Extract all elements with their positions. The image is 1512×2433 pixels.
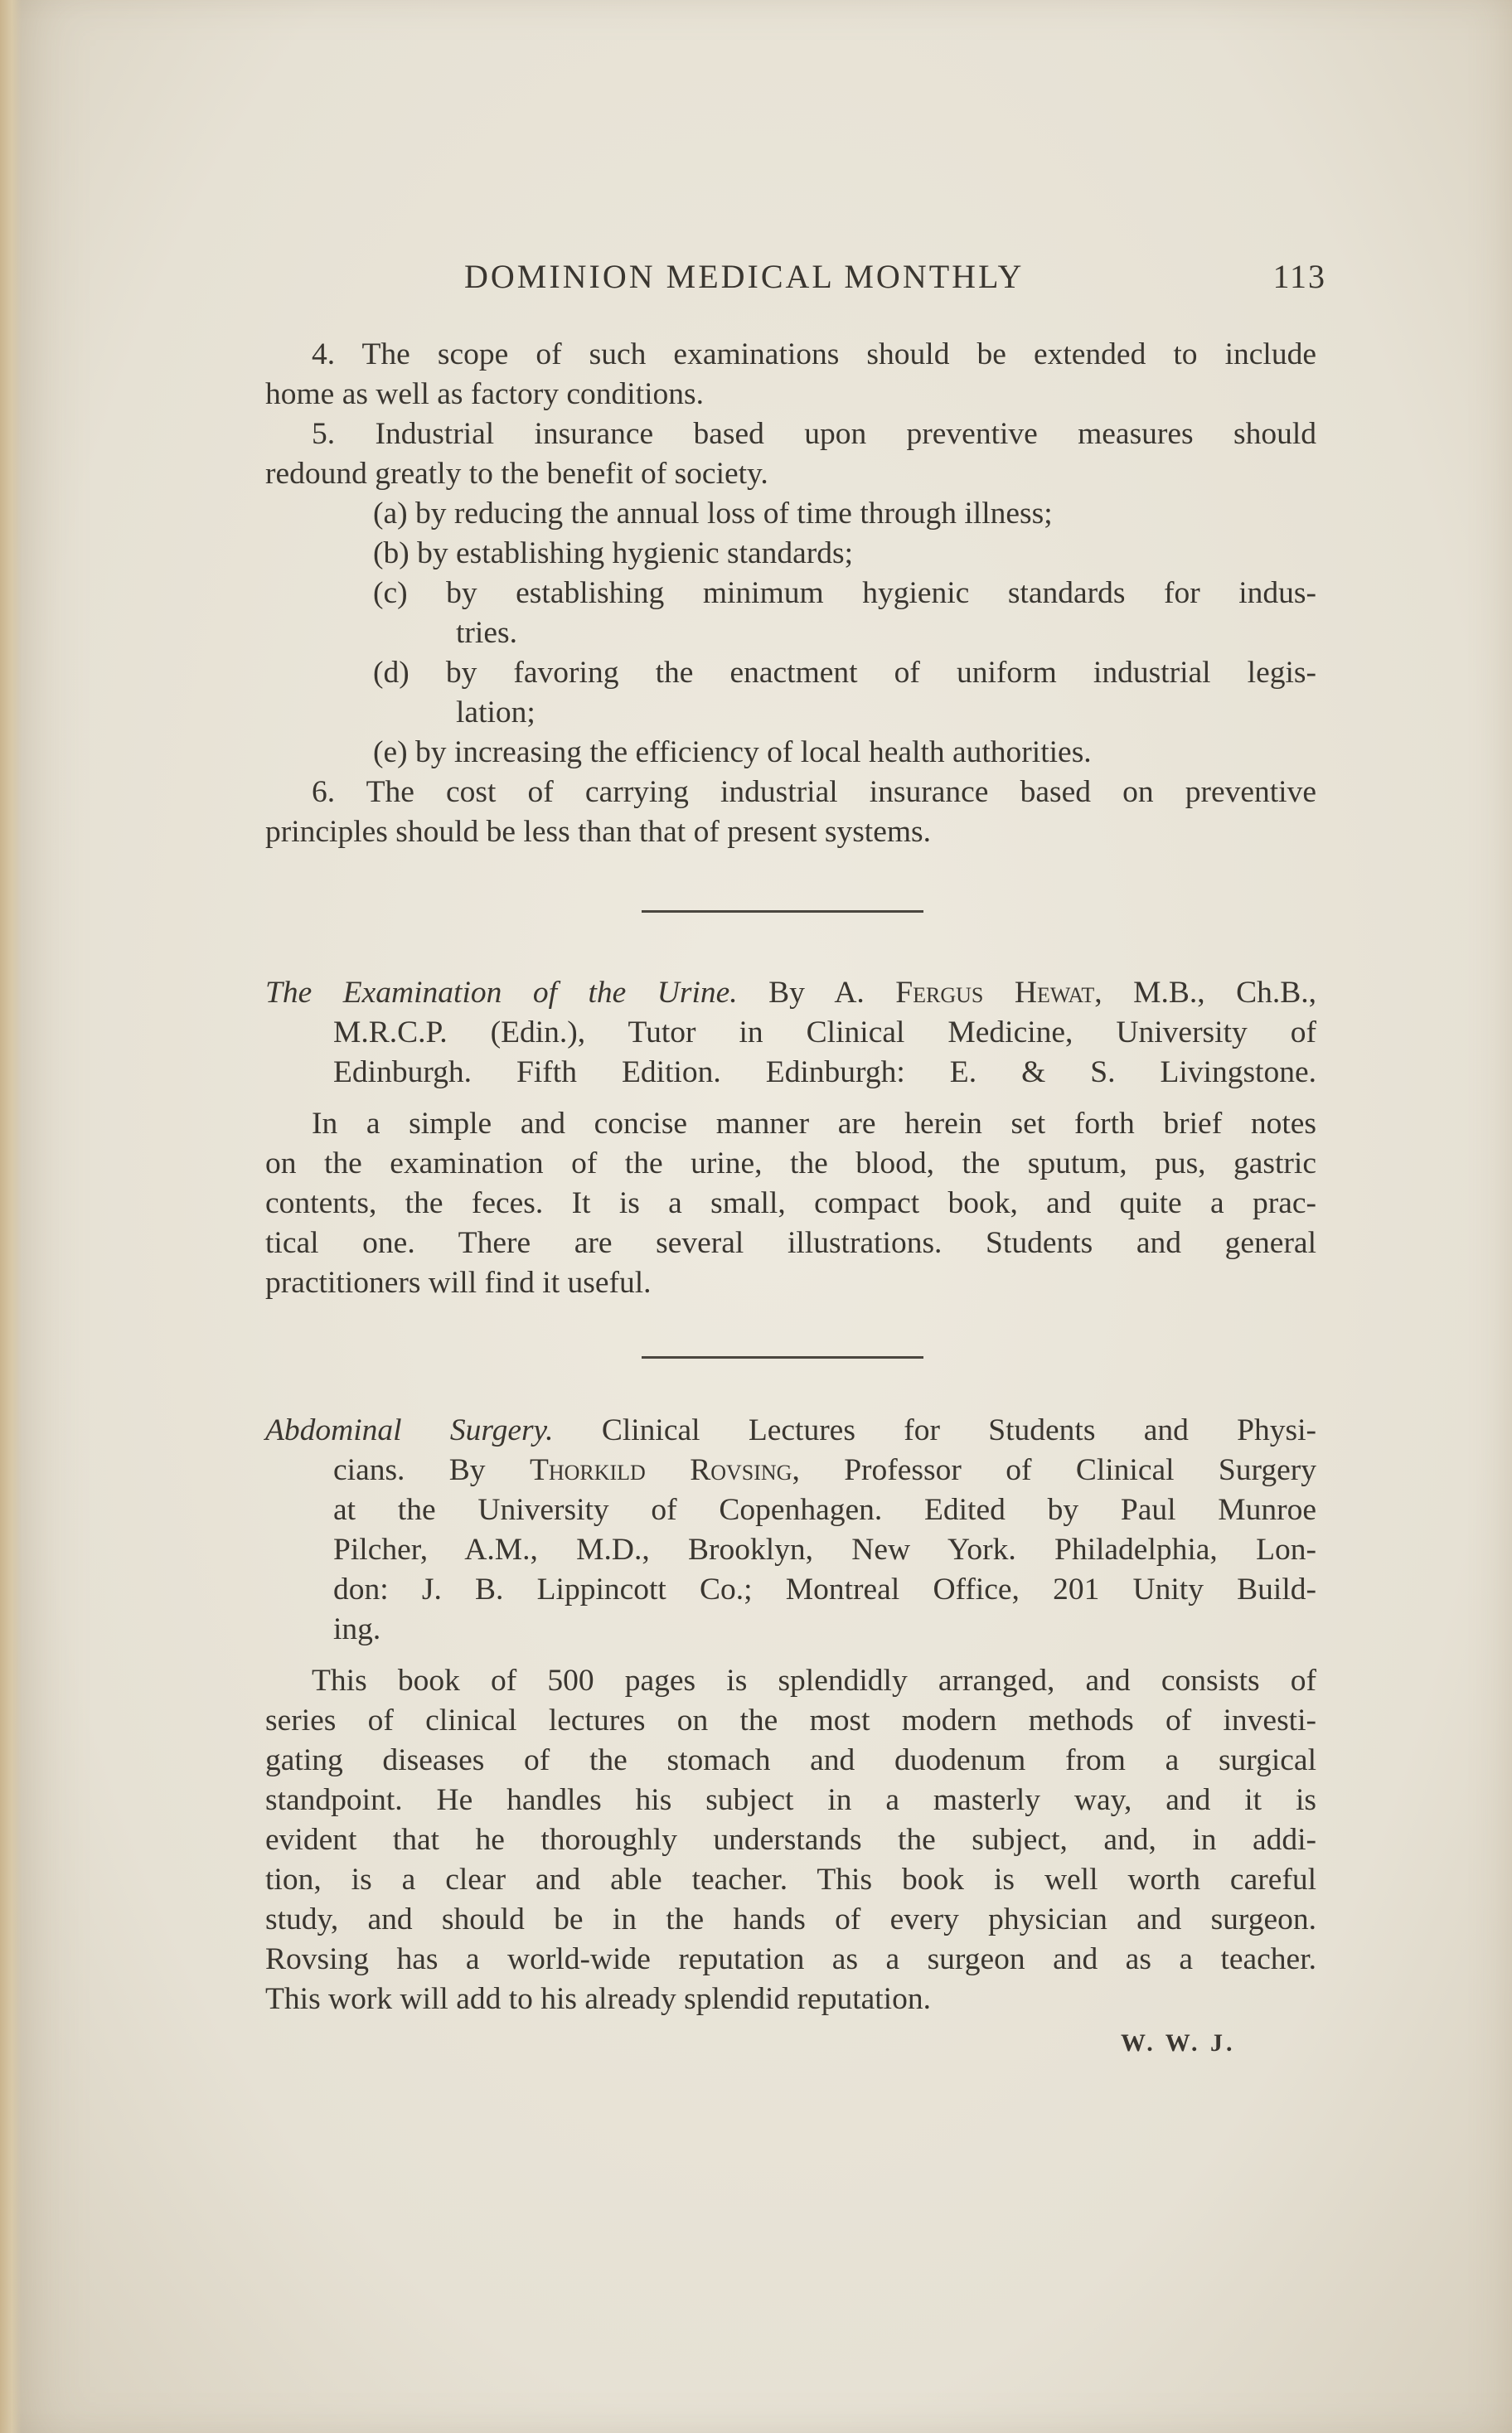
body-line: on the examination of the urine, the blood, the sputum, pus, gastric	[265, 1146, 1316, 1180]
body-line: standpoint. He handles his subject in a masterly way, and it is	[265, 1783, 1316, 1817]
body-line: gating diseases of the stomach and duodenum from a surgical	[265, 1743, 1316, 1777]
text-line: redound greatly to the benefit of society.	[265, 457, 768, 491]
author-name: Thorkild Rovsing,	[529, 1453, 800, 1487]
body-line: tion, is a clear and able teacher. This book is well worth careful	[265, 1863, 1316, 1897]
text-line: home as well as factory conditions.	[265, 377, 705, 411]
body-line: In a simple and concise manner are herein set forth brief notes	[312, 1107, 1316, 1141]
citation-line: Edinburgh. Fifth Edition. Edinburgh: E. & S. Livingstone.	[333, 1055, 1316, 1089]
citation-text: Professor of Clinical Surgery	[844, 1453, 1316, 1487]
journal-title: DOMINION MEDICAL MONTHLY	[464, 258, 1025, 295]
list-item: (a) by reducing the annual loss of time through illness;	[373, 497, 1053, 531]
citation-line	[265, 973, 1316, 1013]
review-urine	[265, 973, 1316, 1303]
list-item: (c) by establishing minimum hygienic standards for indus-	[373, 576, 1316, 610]
reviewer-signature: W. W. J.	[1121, 2029, 1236, 2057]
text-line: 6. The cost of carrying industrial insurance based on preventive	[312, 775, 1316, 809]
citation-line: at the University of Copenhagen. Edited by Paul Munroe	[333, 1493, 1316, 1527]
citation-line	[265, 1451, 1316, 1490]
author-name: Fergus Hewat,	[895, 976, 1102, 1010]
review-abdominal-surgery	[265, 1411, 1316, 2019]
body-line: tical one. There are several illustrations. Students and general	[265, 1226, 1316, 1260]
text-line: 5. Industrial insurance based upon preventive measures should	[312, 417, 1316, 451]
citation-by: By A.	[768, 976, 865, 1010]
citation-line: ing.	[333, 1612, 381, 1646]
book-title: Abdominal Surgery.	[265, 1413, 554, 1447]
body-line: study, and should be in the hands of every physician and surgeon.	[265, 1902, 1316, 1936]
running-head	[464, 257, 1326, 298]
body-line: Rovsing has a world-wide reputation as a surgeon and as a teacher.	[265, 1942, 1316, 1976]
section-divider	[642, 910, 923, 913]
text-line: principles should be less than that of present systems.	[265, 815, 931, 849]
citation-line	[265, 1411, 1316, 1451]
list-item: (e) by increasing the efficiency of local health authorities.	[373, 735, 1092, 769]
citation-text: Clinical Lectures for Students and Physi-	[601, 1413, 1316, 1447]
citation-text: cians. By	[333, 1453, 486, 1487]
body-line: This book of 500 pages is splendidly arranged, and consists of	[312, 1664, 1316, 1698]
body-line: contents, the feces. It is a small, compact book, and quite a prac-	[265, 1186, 1316, 1220]
book-spine-shadow	[0, 0, 22, 2433]
list-item: (d) by favoring the enactment of uniform industrial legis-	[373, 656, 1316, 690]
citation-line: M.R.C.P. (Edin.), Tutor in Clinical Medicine, University of	[333, 1015, 1316, 1049]
list-item-continuation: lation;	[456, 695, 536, 729]
text-line: 4. The scope of such examinations should be extended to include	[312, 337, 1316, 371]
citation-line: Pilcher, A.M., M.D., Brooklyn, New York. Philadelphia, Lon-	[333, 1533, 1316, 1567]
conclusions-section	[265, 335, 1316, 852]
list-item-continuation: tries.	[456, 616, 517, 650]
section-divider	[642, 1356, 923, 1359]
book-title: The Examination of the Urine.	[265, 976, 738, 1010]
list-item: (b) by establishing hygienic standards;	[373, 536, 854, 570]
page-number: 113	[1272, 258, 1326, 295]
body-line: This work will add to his already splendid reputation.	[265, 1982, 931, 2016]
author-credentials: M.B., Ch.B.,	[1133, 976, 1316, 1010]
body-line: evident that he thoroughly understands the subject, and, in addi-	[265, 1823, 1316, 1857]
body-line: practitioners will find it useful.	[265, 1266, 652, 1300]
citation-line: don: J. B. Lippincott Co.; Montreal Office, 201 Unity Build-	[333, 1573, 1316, 1607]
body-line: series of clinical lectures on the most modern methods of investi-	[265, 1704, 1316, 1738]
